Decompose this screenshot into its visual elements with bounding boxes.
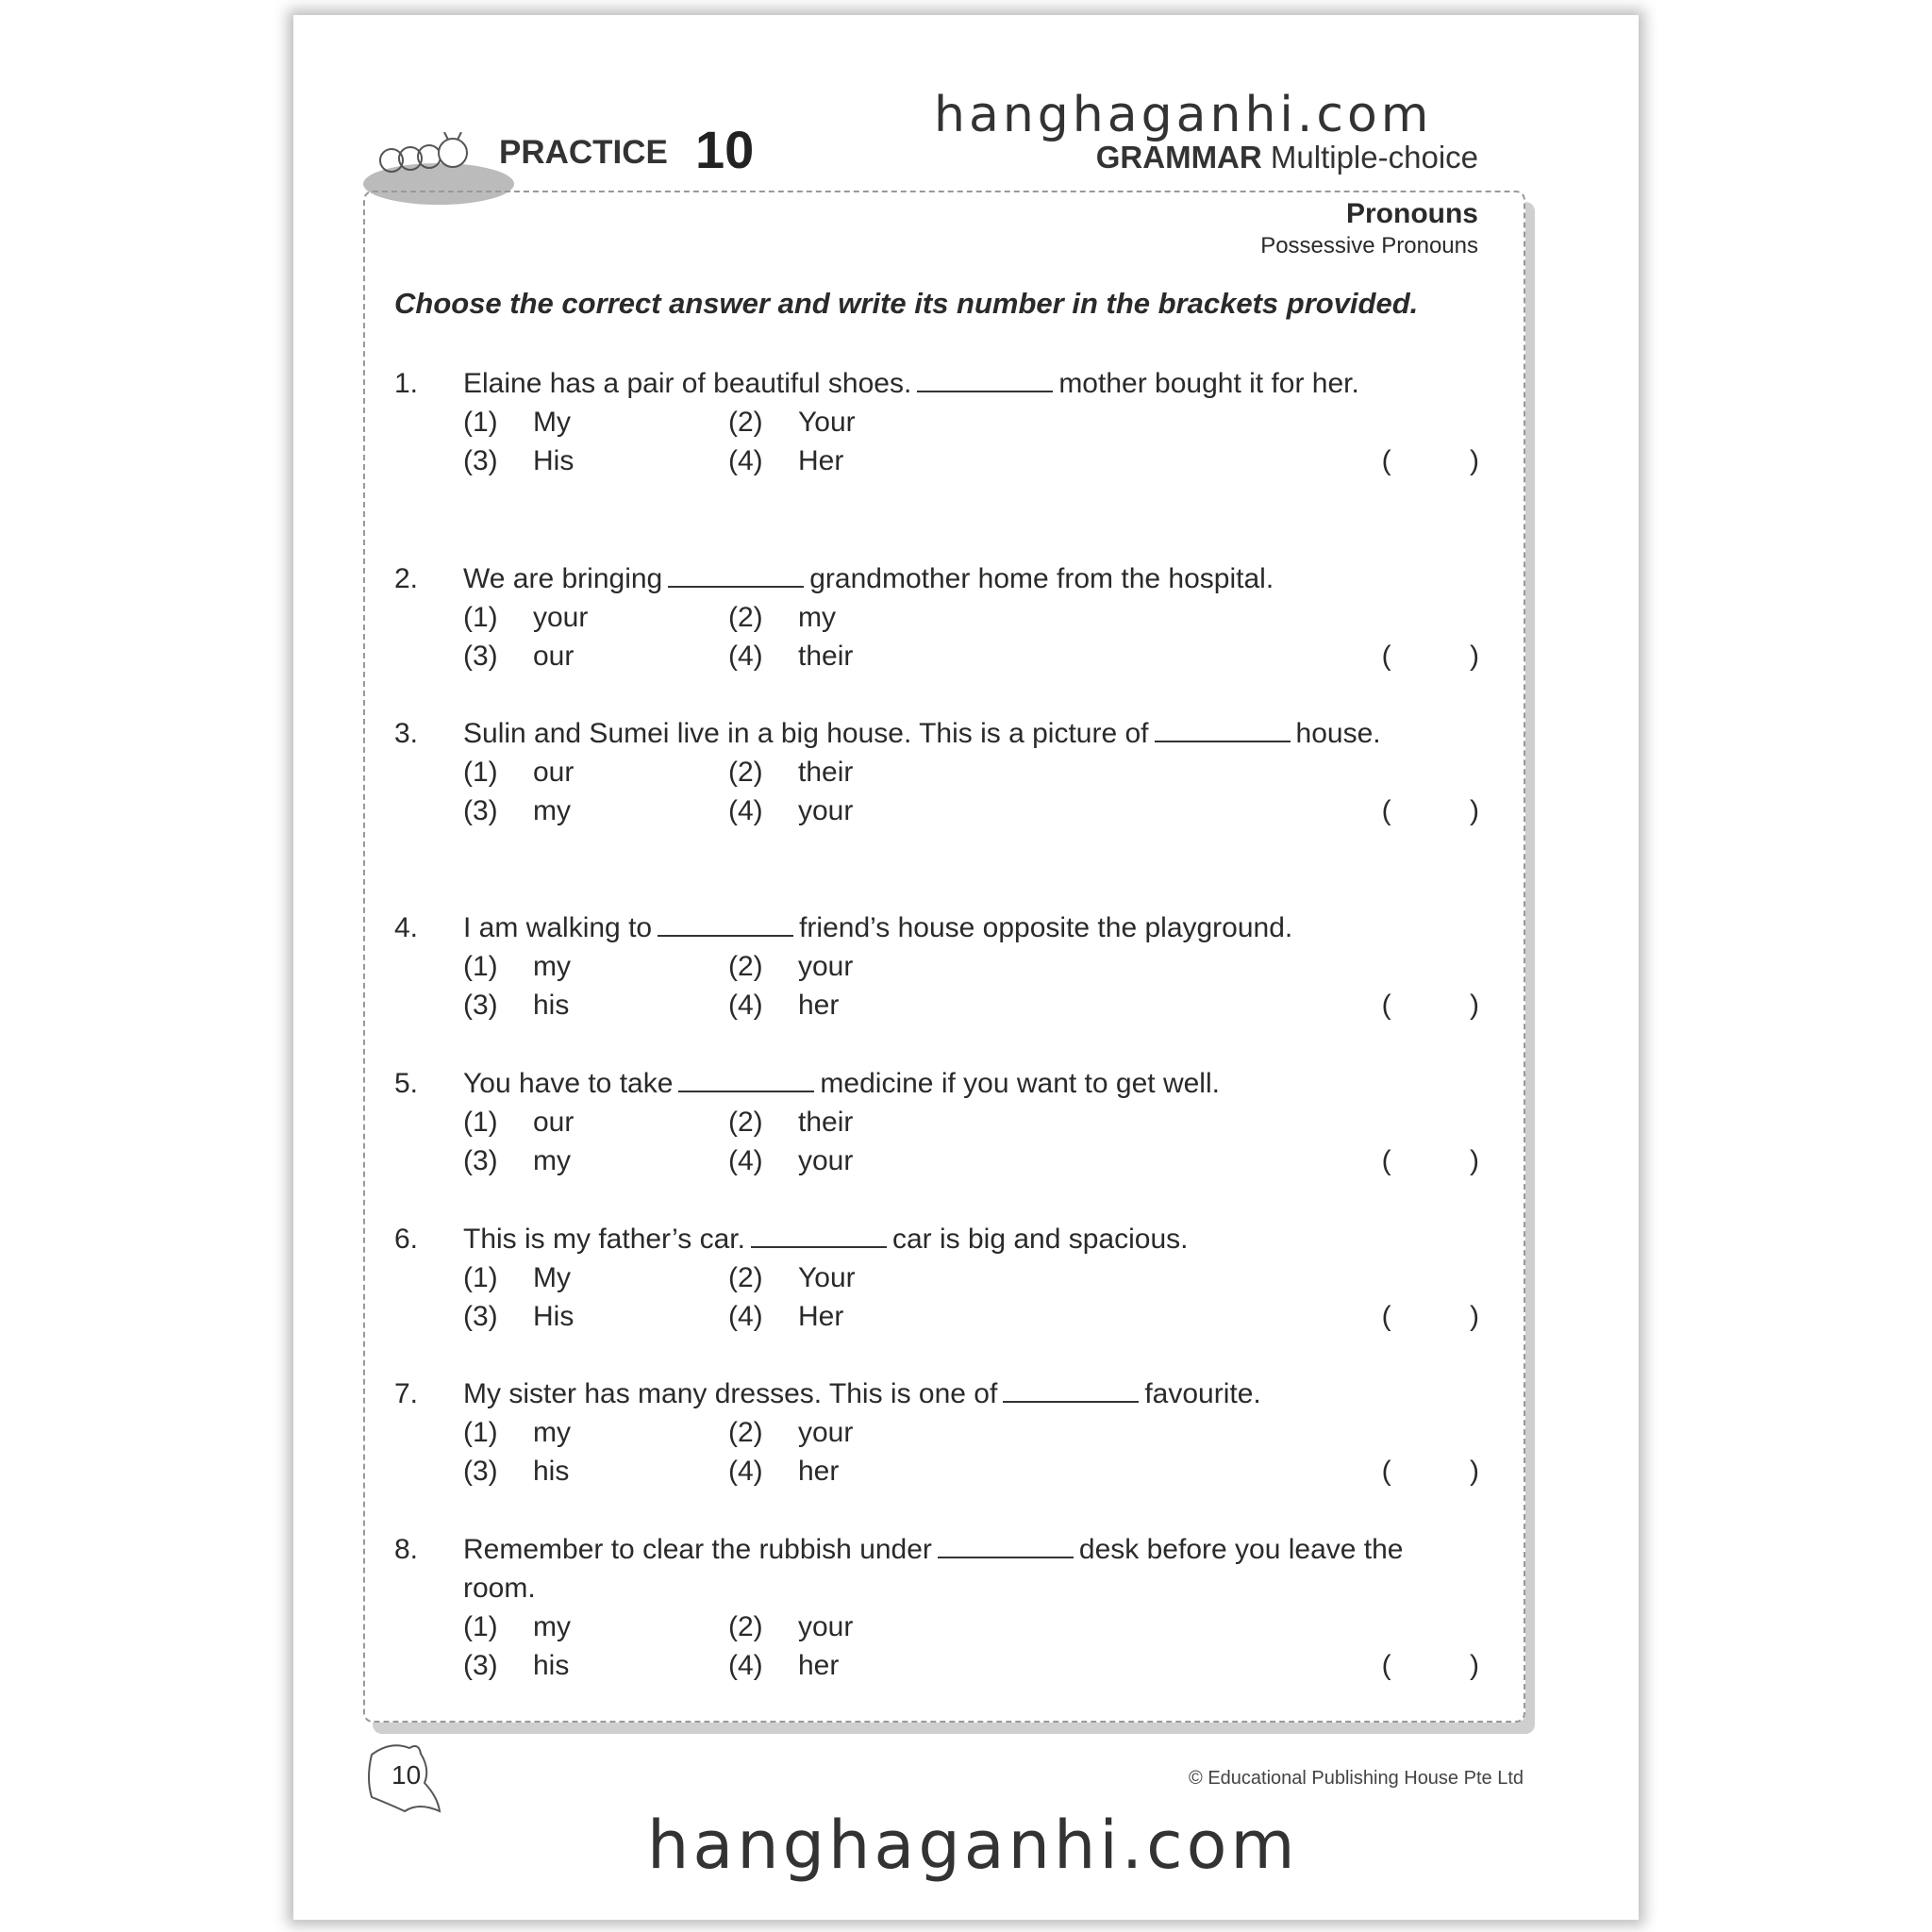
question-stem [463,1530,1479,1607]
option [728,947,853,986]
stem-before: My sister has many dresses. This is one of [463,1378,998,1409]
stem-before: You have to take [463,1068,674,1099]
option [463,598,588,637]
option-text: your [533,602,589,633]
option-number: (4) [728,795,763,826]
option-number: (4) [728,990,763,1021]
answer-blank [1155,716,1291,742]
option-text: Your [798,407,856,438]
option [728,1452,839,1491]
watermark-bottom: hanghaganhi.com [647,1807,1299,1884]
page-number: 10 [391,1760,422,1790]
option-text: my [533,951,571,982]
question-item [394,364,1479,480]
option-number: (4) [728,1145,763,1176]
option-text: your [798,1611,854,1642]
question-item [394,908,1479,1024]
question-item [394,1220,1479,1336]
topic: Pronouns [1346,198,1478,229]
option-number: (2) [728,407,763,438]
option-number: (4) [728,641,763,672]
question-item [394,1374,1479,1491]
option-number: (1) [463,1417,498,1448]
option-text: their [798,1107,854,1138]
watermark-top: hanghaganhi.com [934,87,1433,143]
section-heading [1096,140,1478,175]
option [728,1141,853,1180]
stem-after: car is big and spacious. [891,1224,1189,1255]
answer-blank [1003,1376,1139,1403]
answer-bracket[interactable]: ( ) [1381,641,1479,672]
practice-number: 10 [695,120,755,179]
option [463,1646,569,1685]
option-number: (3) [463,445,498,476]
option [463,753,574,791]
option-number: (1) [463,951,498,982]
option [728,598,836,637]
option-number: (2) [728,1611,763,1642]
option-number: (3) [463,1650,498,1681]
option-number: (4) [728,1650,763,1681]
copyright: © Educational Publishing House Pte Ltd [1189,1768,1524,1789]
option-text: her [798,1650,840,1681]
stem-before: Elaine has a pair of beautiful shoes. [463,368,912,399]
answer-bracket[interactable]: ( ) [1381,1301,1479,1332]
question-number: 1. [394,368,419,399]
option-text: His [533,1301,575,1332]
option-text: his [533,1456,570,1487]
option-number: (3) [463,795,498,826]
stem-after: friend’s house opposite the playground. [799,912,1293,943]
option-text: our [533,641,575,672]
option [728,1607,853,1646]
option [728,1103,853,1141]
option-text: your [798,1145,854,1176]
option-number: (2) [728,757,763,788]
option-number: (1) [463,407,498,438]
option-number: (4) [728,1456,763,1487]
answer-bracket[interactable]: ( ) [1381,1145,1479,1176]
option-number: (3) [463,1456,498,1487]
grammar-label: GRAMMAR [1095,140,1262,175]
option-text: your [798,795,854,826]
option-text: my [533,795,571,826]
option [463,986,569,1024]
option [728,1646,839,1685]
answer-bracket[interactable]: ( ) [1381,1650,1479,1681]
option-text: His [533,445,575,476]
answer-blank [668,561,804,588]
option-number: (1) [463,602,498,633]
question-stem [463,1374,1479,1413]
subtopic: Possessive Pronouns [1260,233,1478,258]
option [463,403,571,441]
stem-before: Sulin and Sumei live in a big house. This is a picture of [463,718,1149,749]
option [728,637,853,675]
question-item [394,1530,1479,1685]
stem-after: grandmother home from the hospital. [809,563,1274,594]
option-text: my [533,1145,571,1176]
option-number: (2) [728,951,763,982]
option [463,637,574,675]
option-text: My [533,1262,571,1293]
question-stem [463,1220,1479,1258]
question-number: 8. [394,1534,419,1565]
option-number: (3) [463,641,498,672]
option-number: (1) [463,1262,498,1293]
option [728,1258,856,1297]
option-number: (2) [728,602,763,633]
answer-blank [751,1222,887,1248]
question-item [394,1064,1479,1180]
stem-after: mother bought it for her. [1058,368,1359,399]
option-text: your [798,951,854,982]
option [463,1413,571,1452]
answer-bracket[interactable]: ( ) [1381,990,1479,1021]
option [728,986,839,1024]
option-text: your [798,1417,854,1448]
option-text: our [533,757,575,788]
stem-after: medicine if you want to get well. [820,1068,1220,1099]
option [463,1141,571,1180]
option-text: my [798,602,836,633]
option-number: (4) [728,445,763,476]
question-number: 2. [394,563,419,594]
stem-before: We are bringing [463,563,663,594]
question-number: 3. [394,718,419,749]
option-number: (3) [463,1145,498,1176]
option-text: my [533,1611,571,1642]
question-item [394,714,1479,830]
option-text: My [533,407,571,438]
option [463,1103,574,1141]
question-number: 7. [394,1378,419,1409]
option-text: our [533,1107,575,1138]
stem-after: house. [1295,718,1381,749]
answer-blank [658,910,793,937]
option-text: her [798,990,840,1021]
answer-blank [678,1066,814,1092]
option [463,947,571,986]
answer-bracket[interactable]: ( ) [1381,445,1479,476]
question-number: 6. [394,1224,419,1255]
option-text: their [798,641,854,672]
option-text: Her [798,1301,844,1332]
option [728,791,853,830]
option [463,1452,569,1491]
stem-after: desk before you leave the room. [463,1534,1404,1604]
option-number: (2) [728,1262,763,1293]
option-number: (1) [463,757,498,788]
question-item [394,559,1479,675]
question-stem [463,364,1479,403]
option-number: (4) [728,1301,763,1332]
answer-bracket[interactable]: ( ) [1381,1456,1479,1487]
option [463,441,574,480]
option-text: her [798,1456,840,1487]
stem-before: This is my father’s car. [463,1224,745,1255]
option [463,1297,574,1336]
question-stem [463,559,1479,598]
option [728,441,843,480]
option-text: their [798,757,854,788]
question-stem [463,908,1479,947]
option-text: Your [798,1262,856,1293]
instruction: Choose the correct answer and write its number in the brackets provided. [394,287,1419,320]
answer-blank [938,1532,1074,1558]
option-text: Her [798,445,844,476]
practice-label: PRACTICE [499,134,668,171]
option-text: his [533,990,570,1021]
stem-before: Remember to clear the rubbish under [463,1534,932,1565]
option [728,753,853,791]
option [463,1258,571,1297]
option-number: (1) [463,1611,498,1642]
answer-blank [917,366,1053,392]
option [463,791,571,830]
option [463,1607,571,1646]
type-label: Multiple-choice [1270,140,1478,175]
question-number: 4. [394,912,419,943]
question-stem [463,714,1479,753]
option-number: (3) [463,990,498,1021]
option [728,1413,853,1452]
option-number: (1) [463,1107,498,1138]
option-number: (2) [728,1107,763,1138]
option [728,403,856,441]
question-stem [463,1064,1479,1103]
question-number: 5. [394,1068,419,1099]
stem-before: I am walking to [463,912,653,943]
stem-after: favourite. [1144,1378,1261,1409]
option-text: his [533,1650,570,1681]
answer-bracket[interactable]: ( ) [1381,795,1479,826]
option [728,1297,843,1336]
option-number: (3) [463,1301,498,1332]
option-text: my [533,1417,571,1448]
option-number: (2) [728,1417,763,1448]
